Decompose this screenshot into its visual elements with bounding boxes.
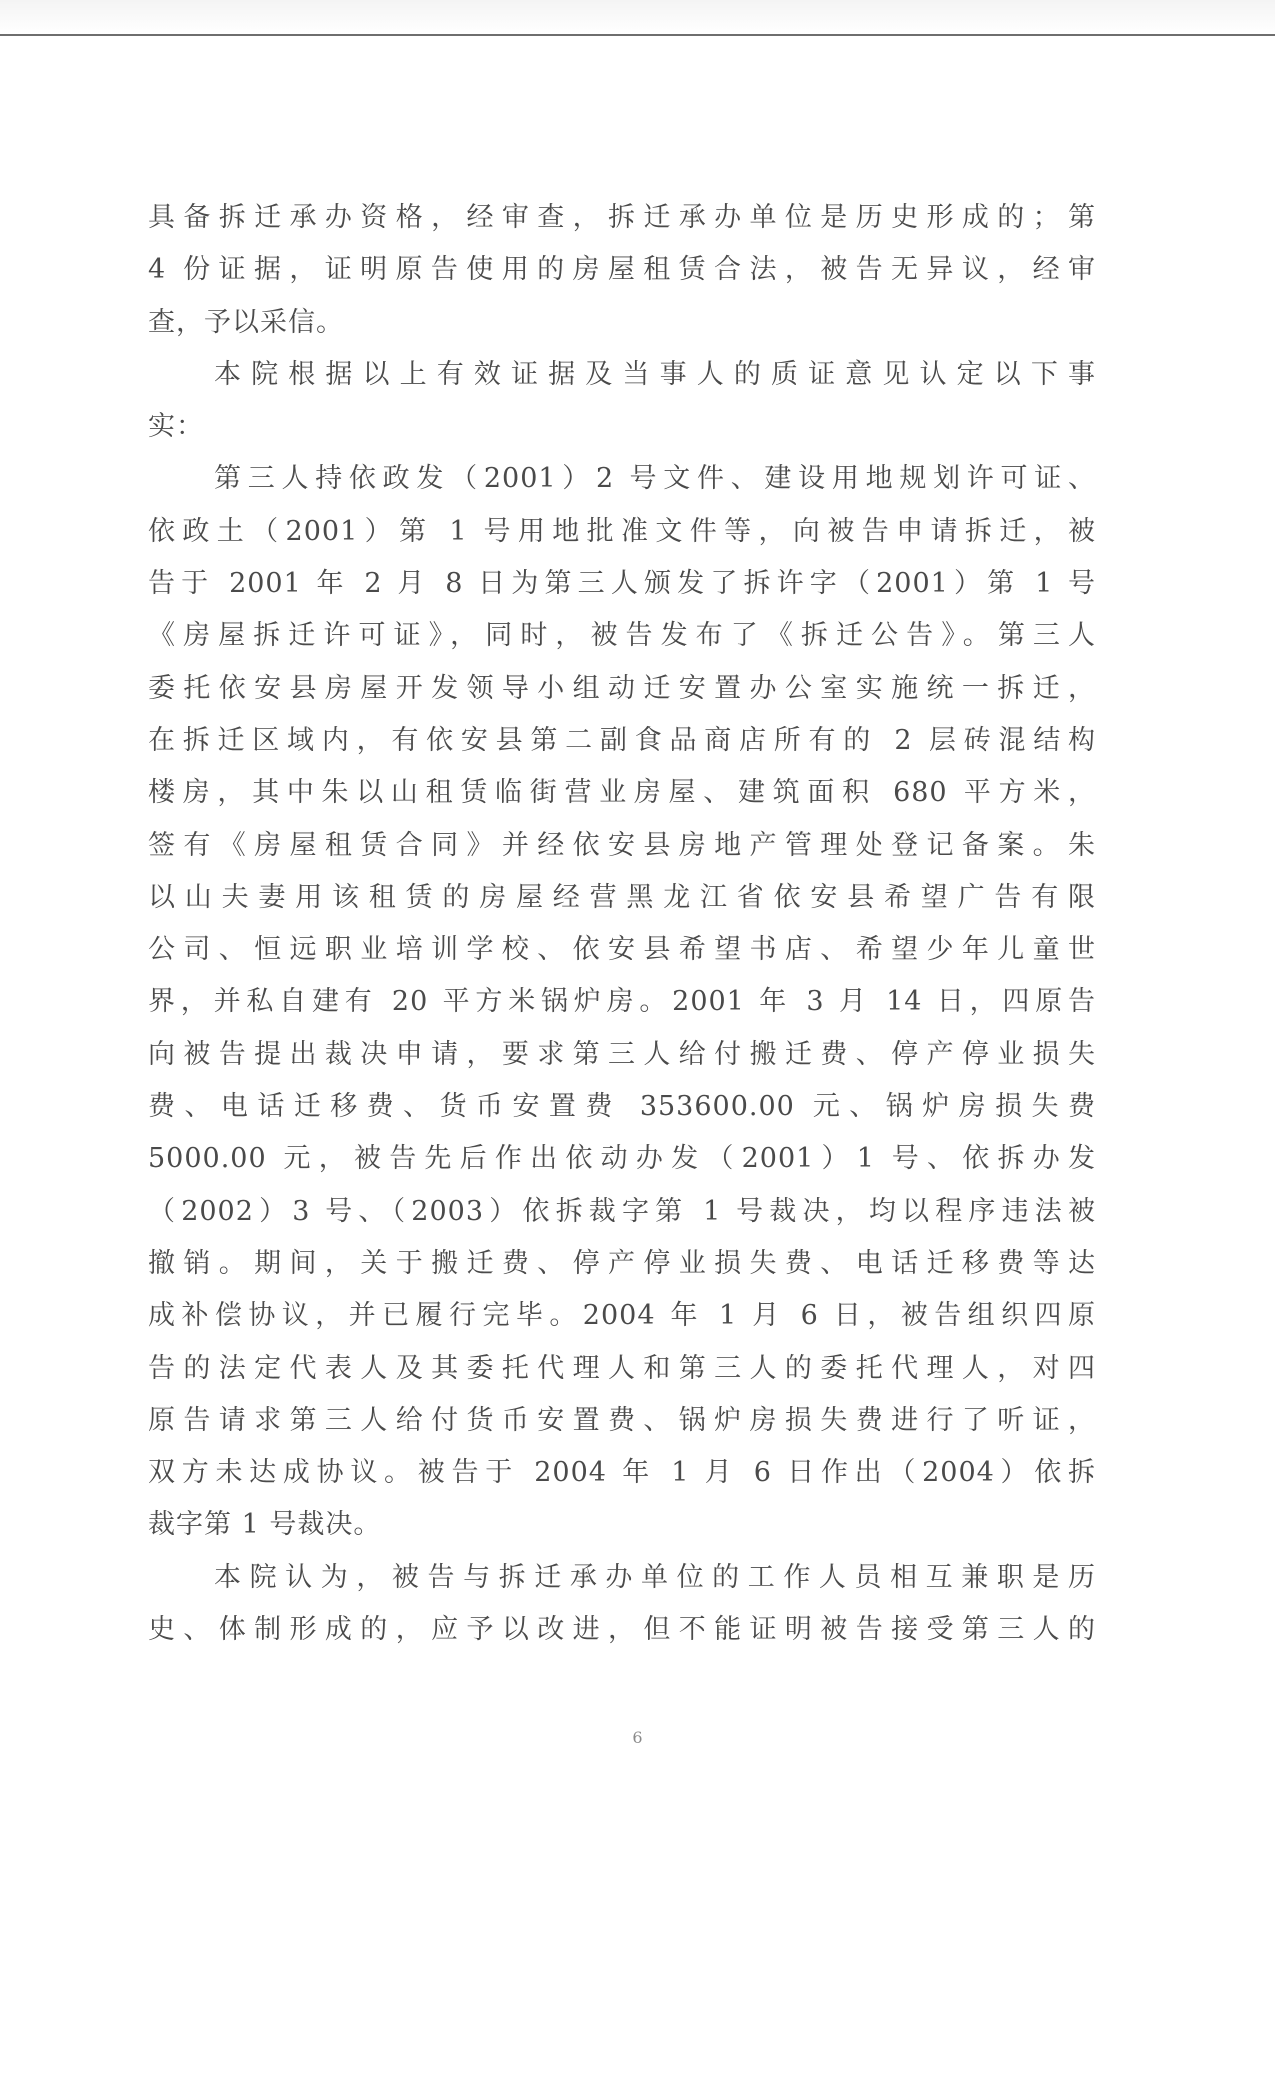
text-line: 界，并私自建有 20 平方米锅炉房。2001 年 3 月 14 日，四原告 xyxy=(148,986,1096,1018)
text-line: 告的法定代表人及其委托代理人和第三人的委托代理人，对四 xyxy=(148,1352,1096,1384)
text-line: 双方未达成协议。被告于 2004 年 1 月 6 日作出（2004）依拆 xyxy=(148,1457,1096,1489)
text-line: 签有《房屋租赁合同》并经依安县房地产管理处登记备案。朱 xyxy=(148,829,1096,861)
text-line: 4 份证据，证明原告使用的房屋租赁合法，被告无异议，经审 xyxy=(148,254,1096,286)
scan-top-shadow xyxy=(0,0,1275,34)
text-line: 楼房，其中朱以山租赁临街营业房屋、建筑面积 680 平方米， xyxy=(148,777,1096,809)
text-line: 裁字第 1 号裁决。 xyxy=(148,1509,382,1541)
text-line: 具备拆迁承办资格，经审查，拆迁承办单位是历史形成的；第 xyxy=(148,202,1096,233)
page-number: 6 xyxy=(632,1728,643,1747)
text-line: 依政土（2001）第 1 号用地批准文件等，向被告申请拆迁，被 xyxy=(148,515,1096,547)
document-body xyxy=(148,192,1096,1656)
text-line: 查，予以采信。 xyxy=(148,306,344,338)
paragraph-start-line: 本院认为，被告与拆迁承办单位的工作人员相互兼职是历 xyxy=(214,1561,1096,1593)
text-line: 以山夫妻用该租赁的房屋经营黑龙江省依安县希望广告有限 xyxy=(148,881,1096,913)
paragraph-start-line: 本院根据以上有效证据及当事人的质证意见认定以下事 xyxy=(214,358,1096,390)
text-line: 《房屋拆迁许可证》，同时，被告发布了《拆迁公告》。第三人 xyxy=(148,620,1096,652)
text-line: 委托依安县房屋开发领导小组动迁安置办公室实施统一拆迁， xyxy=(148,672,1096,704)
text-line: 撤销。期间，关于搬迁费、停产停业损失费、电话迁移费等达 xyxy=(148,1247,1096,1279)
text-line: 公司、恒远职业培训学校、依安县希望书店、希望少年儿童世 xyxy=(148,934,1096,966)
text-line: 向被告提出裁决申请，要求第三人给付搬迁费、停产停业损失 xyxy=(148,1038,1096,1070)
text-line: 费、电话迁移费、货币安置费 353600.00 元、锅炉房损失费 xyxy=(148,1091,1096,1123)
text-line: 成补偿协议，并已履行完毕。2004 年 1 月 6 日，被告组织四原 xyxy=(148,1300,1096,1332)
scan-top-edge xyxy=(0,34,1275,36)
text-line: 实： xyxy=(148,411,204,443)
text-line: 史、体制形成的，应予以改进，但不能证明被告接受第三人的 xyxy=(148,1614,1096,1646)
text-line: （2002）3 号、（2003）依拆裁字第 1 号裁决，均以程序违法被 xyxy=(148,1195,1096,1227)
text-line: 原告请求第三人给付货币安置费、锅炉房损失费进行了听证， xyxy=(148,1404,1096,1436)
text-line: 在拆迁区域内，有依安县第二副食品商店所有的 2 层砖混结构 xyxy=(148,724,1096,756)
text-line: 告于 2001 年 2 月 8 日为第三人颁发了拆许字（2001）第 1 号 xyxy=(148,568,1096,600)
paragraph-start-line: 第三人持依政发（2001）2 号文件、建设用地规划许可证、 xyxy=(214,463,1096,495)
text-line: 5000.00 元，被告先后作出依动办发（2001）1 号、依拆办发 xyxy=(148,1143,1096,1175)
